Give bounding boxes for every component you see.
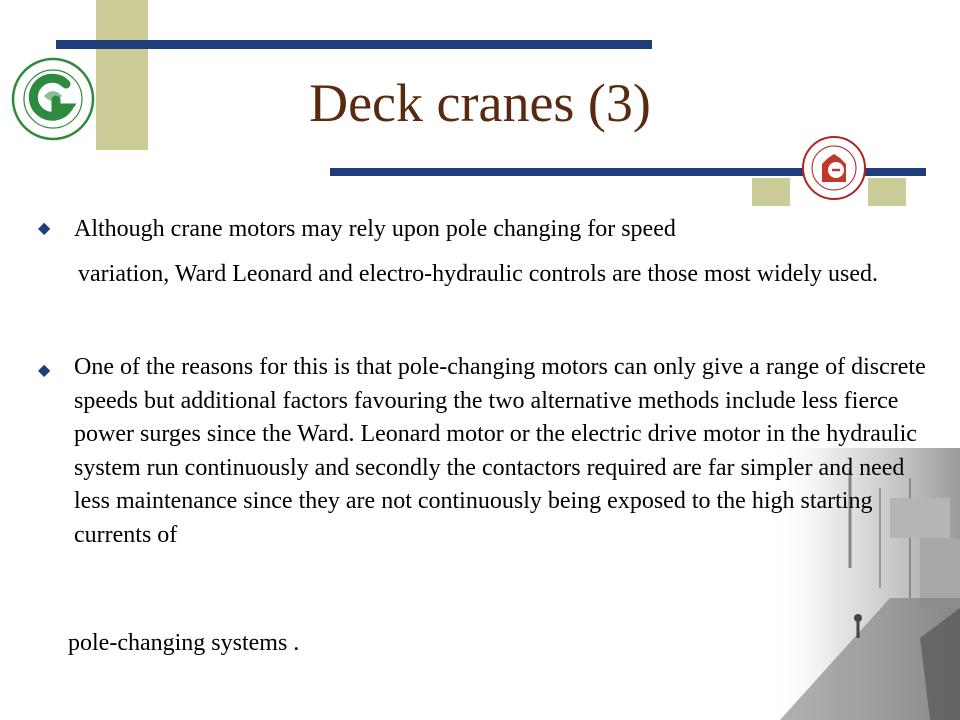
- slide-title: Deck cranes (3): [309, 73, 651, 133]
- school-logo: [800, 134, 868, 202]
- bullet-1-first-line: Although crane motors may rely upon pole changing for speed: [74, 216, 676, 242]
- decor-blue-bar-top: [56, 40, 652, 49]
- bullet-2-text: One of the reasons for this is that pole-changing motors can only give a range of discrete speeds but additional factors favouring the two alternative methods include less fierce power surges since the Ward. Leonard motor or the electric drive motor in the hydraulic system run continuously and secondly the contactors required are far simpler and need less maintenance since they are not continuously being exposed to the high starting currents of: [74, 354, 926, 548]
- bullet-1-continuation: variation, Ward Leonard and electro-hydraulic controls are those most widely used.: [78, 261, 879, 287]
- bullet-2-tail: pole-changing systems .: [68, 630, 300, 656]
- diamond-bullet-icon: ◆: [38, 220, 51, 237]
- decor-tan-block: [868, 178, 906, 206]
- diamond-bullet-icon: ◆: [38, 362, 51, 379]
- decor-tan-block: [752, 178, 790, 206]
